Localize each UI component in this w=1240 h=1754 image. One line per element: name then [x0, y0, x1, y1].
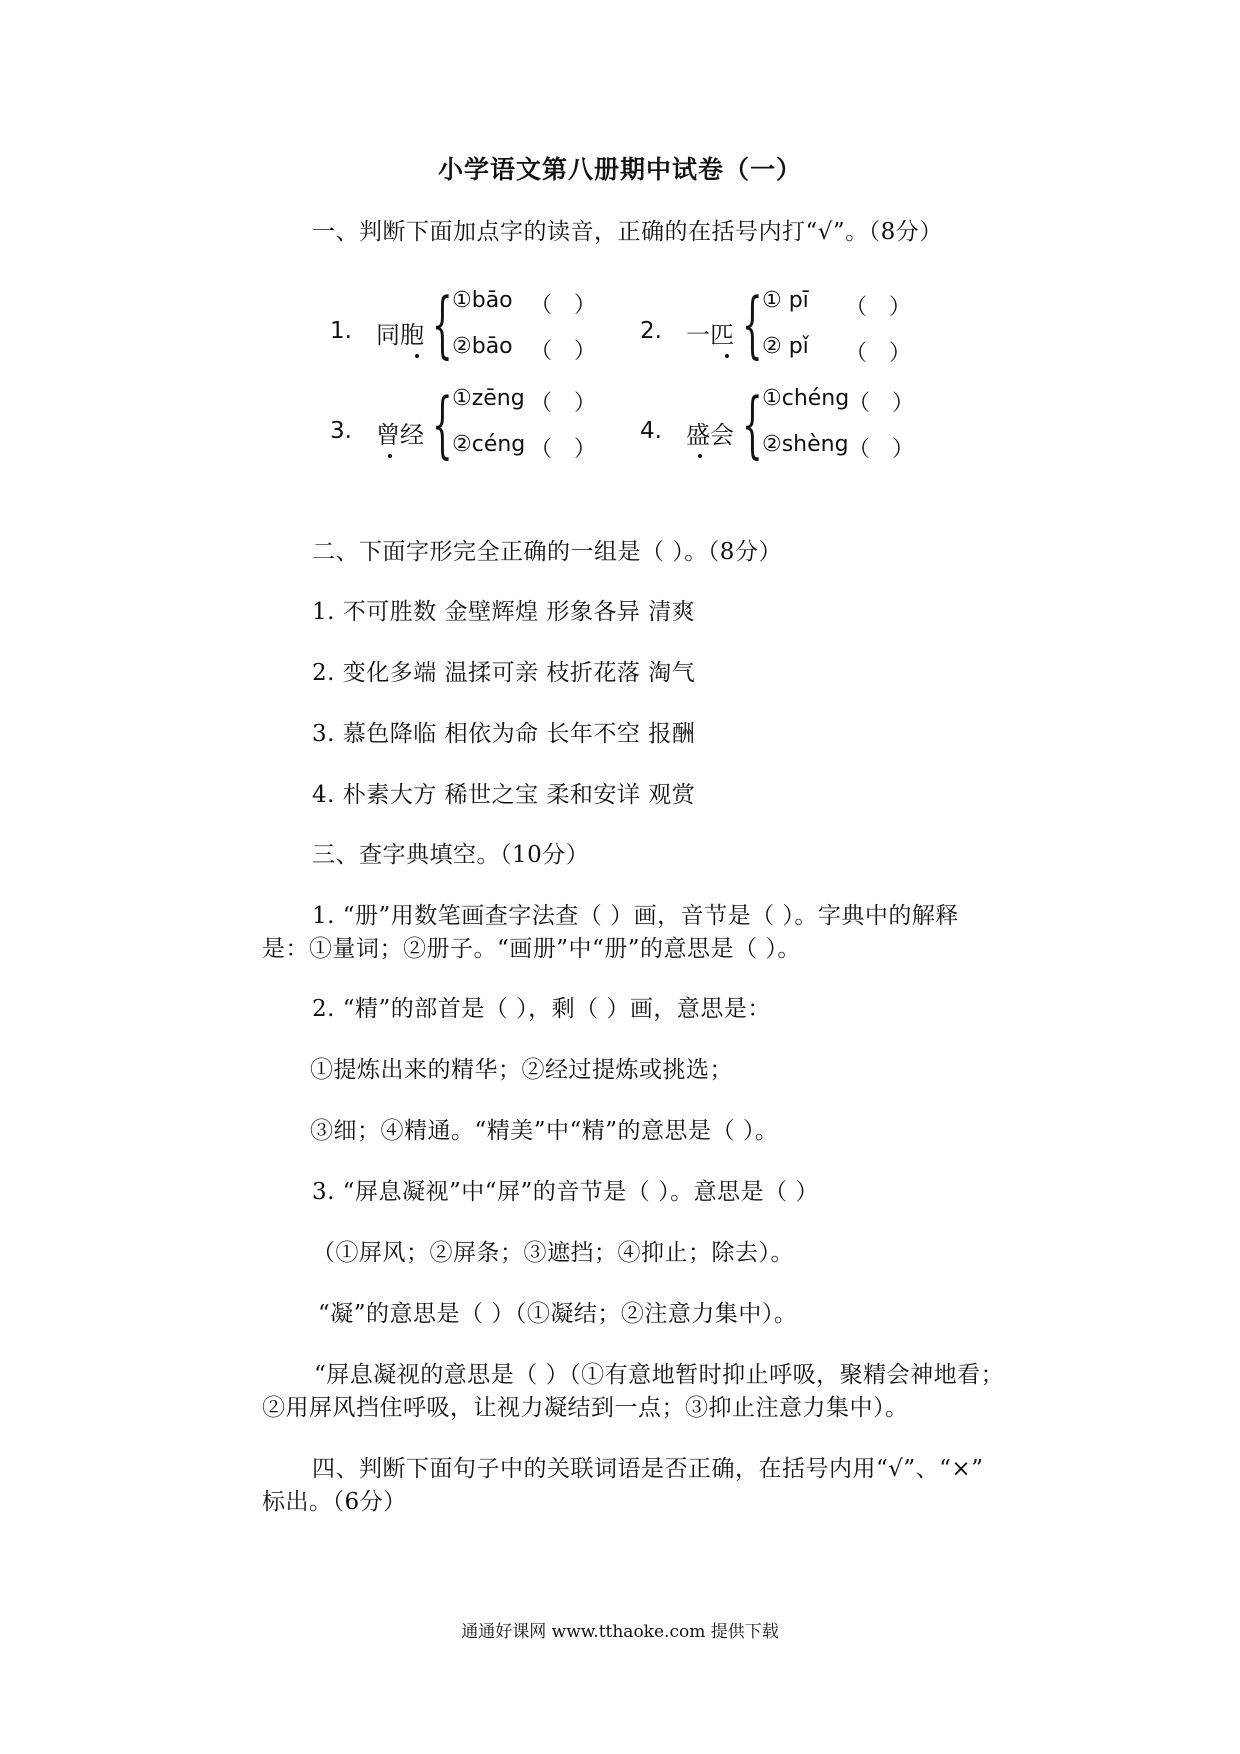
option-2: ② pǐ	[762, 334, 809, 359]
section3-q1-line1: 1. “册”用数笔画查字法查（ ）画，音节是（ ）。字典中的解释	[312, 903, 959, 929]
section3-q2-line3: ③细；④精通。“精美”中“精”的意思是（ ）。	[310, 1118, 779, 1144]
answer-blank[interactable]: （ ）	[845, 341, 912, 366]
pinyin-item-3	[320, 382, 620, 482]
pinyin-item-4	[630, 382, 930, 482]
option-2: ②shèng	[762, 432, 849, 457]
pinyin-item-2	[630, 282, 930, 382]
section3-heading: 三、查字典填空。（10分）	[312, 842, 590, 868]
brace: {	[742, 382, 763, 466]
section2-heading: 二、下面字形完全正确的一组是（ ）。（8分）	[312, 539, 782, 565]
brace: {	[432, 382, 453, 466]
section1-heading: 一、判断下面加点字的读音，正确的在括号内打“√”。（8分）	[312, 219, 943, 245]
option-2: ②bāo	[452, 334, 513, 359]
emphasis-dot	[698, 454, 702, 458]
section2-option-1[interactable]: 1. 不可胜数 金壁辉煌 形象各异 清爽	[312, 599, 696, 625]
section4-line2: 标出。（6分）	[262, 1489, 407, 1515]
item-word: 一匹	[686, 321, 734, 349]
answer-blank[interactable]: （ ）	[848, 391, 915, 416]
option-1: ①chéng	[762, 386, 850, 411]
emphasis-dot	[388, 454, 392, 458]
section3-q3-line4: “屏息凝视的意思是（ ）（①有意地暂时抑止呼吸，聚精会神地看；	[314, 1362, 1005, 1388]
section4-line1: 四、判断下面句子中的关联词语是否正确，在括号内用“√”、“×”	[312, 1456, 984, 1482]
section3-q3-line2: （①屏风；②屏条；③遮挡；④抑止；除去）。	[312, 1240, 794, 1266]
answer-blank[interactable]: （ ）	[530, 339, 597, 364]
answer-blank[interactable]: （ ）	[845, 295, 912, 320]
option-2: ②céng	[452, 432, 526, 457]
brace: {	[742, 282, 763, 366]
section3-q3-line1: 3. “屏息凝视”中“屏”的音节是（ ）。意思是（ ）	[312, 1179, 819, 1205]
option-1: ①zēng	[452, 386, 525, 411]
item-word: 盛会	[686, 421, 734, 449]
answer-blank[interactable]: （ ）	[530, 391, 597, 416]
item-word: 同胞	[376, 321, 424, 349]
footer-note: 通通好课网 www.tthaoke.com 提供下载	[461, 1622, 779, 1642]
brace: {	[432, 282, 453, 366]
page-title: 小学语文第八册期中试卷（一）	[437, 155, 802, 184]
item-number: 1.	[330, 318, 352, 344]
pinyin-item-1	[320, 282, 620, 382]
section2-option-2[interactable]: 2. 变化多端 温揉可亲 枝折花落 淘气	[312, 660, 696, 686]
item-number: 4.	[640, 418, 662, 444]
answer-blank[interactable]: （ ）	[530, 437, 597, 462]
option-1: ①bāo	[452, 288, 513, 313]
emphasis-dot	[725, 354, 729, 358]
item-number: 2.	[640, 318, 662, 344]
item-number: 3.	[330, 418, 352, 444]
section3-q1-line2: 是：①量词；②册子。“画册”中“册”的意思是（ ）。	[262, 936, 801, 962]
section3-q2-line2: ①提炼出来的精华；②经过提炼或挑选；	[310, 1057, 733, 1083]
section3-q3-line3: “凝”的意思是（ ）（①凝结；②注意力集中）。	[318, 1301, 798, 1327]
answer-blank[interactable]: （ ）	[530, 293, 597, 318]
section3-q3-line5: ②用屏风挡住呼吸，让视力凝结到一点；③抑止注意力集中）。	[262, 1395, 909, 1421]
emphasis-dot	[415, 354, 419, 358]
answer-blank[interactable]: （ ）	[848, 437, 915, 462]
section3-q2-line1: 2. “精”的部首是（ ），剩（ ）画，意思是：	[312, 996, 771, 1022]
option-1: ① pī	[762, 288, 809, 313]
section2-option-3[interactable]: 3. 慕色降临 相依为命 长年不空 报酬	[312, 721, 696, 747]
pinyin-question-block	[320, 282, 920, 482]
item-word: 曾经	[376, 421, 424, 449]
section2-option-4[interactable]: 4. 朴素大方 稀世之宝 柔和安详 观赏	[312, 782, 696, 808]
